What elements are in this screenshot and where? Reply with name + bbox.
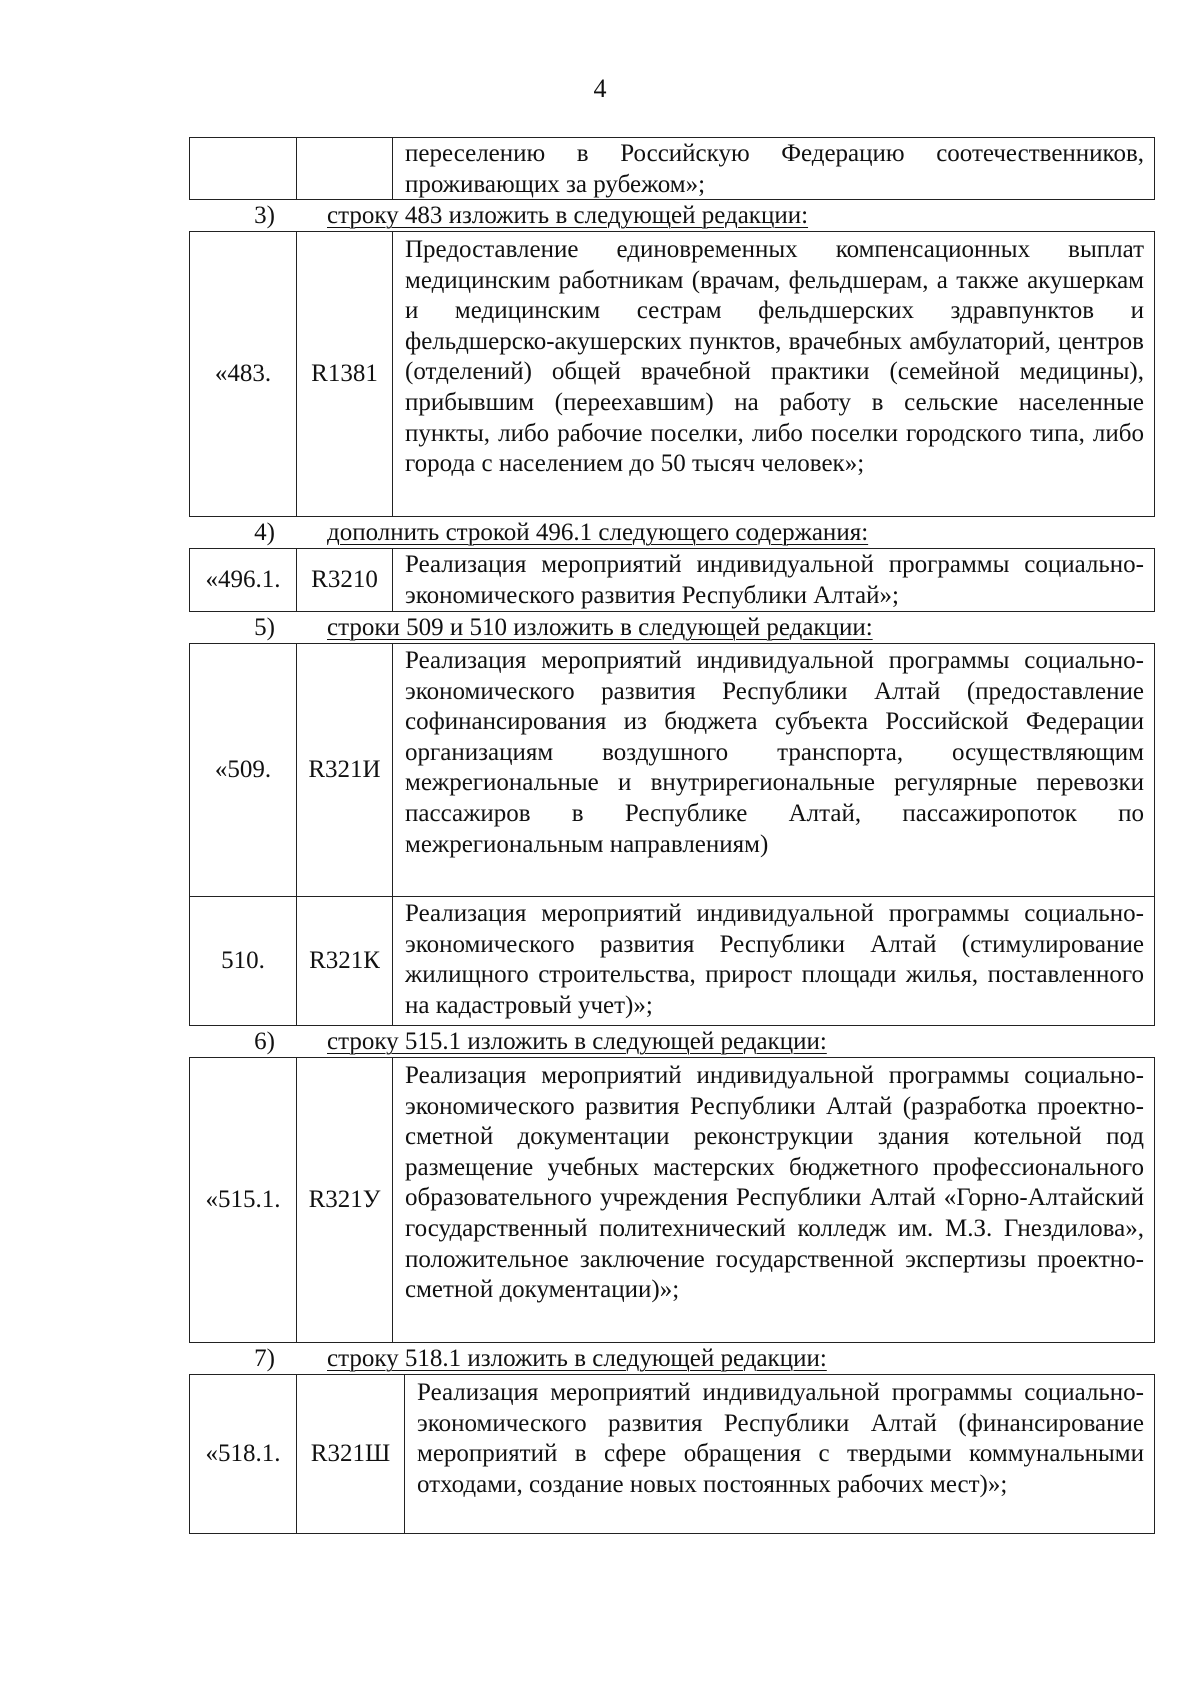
instruction-number: 4) [254, 519, 275, 546]
instruction-line [189, 613, 873, 643]
instruction-line [189, 1027, 827, 1057]
row-code-cell: R3210 [296, 549, 392, 611]
instruction-text: строку 518.1 изложить в следующей редакции: [327, 1345, 827, 1372]
instruction-line [189, 518, 868, 548]
table-row [189, 231, 1155, 517]
instruction-number: 6) [254, 1028, 275, 1055]
row-number-cell: «496.1. [205, 566, 281, 593]
instruction-line [189, 1344, 827, 1374]
row-code-cell: R1381 [296, 232, 392, 516]
row-code-cell: R321И [296, 644, 392, 896]
table-row [189, 1057, 1155, 1343]
instruction-text: дополнить строкой 496.1 следующего содержания: [327, 519, 869, 546]
table-row [189, 896, 1155, 1026]
table-row [189, 137, 1155, 200]
row-number-cell: «515.1. [205, 1186, 281, 1213]
row-description-cell: Предоставление единовременных компенсационных выплат медицинским работникам (врачам, фельдшерам, а также акушеркам и медицинским сестрам фельдшерских здравпунктов и фельдшерско-акушерских пунктов, врачебных амбулаторий, центров (отделений) общей врачебной практики (семейной медицины), прибывшим (переехавшим) на работу в сельские населенные пункты, либо рабочие поселки, либо поселки городского типа, либо города с населением до 50 тысяч человек»; [392, 232, 1154, 516]
instruction-text: строку 515.1 изложить в следующей редакции: [327, 1028, 827, 1055]
row-code-cell: R321Ш [296, 1375, 404, 1533]
row-description-cell: Реализация мероприятий индивидуальной программы социально-экономического развития Республики Алтай (разработка проектно-сметной документации реконструкции здания котельной под размещение учебных мастерских бюджетного профессионального образовательного учреждения Республики Алтай «Горно-Алтайский государственный политехнический колледж им. М.З. Гнездилова», положительное заключение государственной экспертизы проектно-сметной документации)»; [392, 1058, 1154, 1342]
row-description-cell: Реализация мероприятий индивидуальной программы социально-экономического развития Республики Алтай (стимулирование жилищного строительства, прирост площади жилья, поставленного на кадастровый учет)»; [392, 897, 1154, 1025]
row-description-cell: Реализация мероприятий индивидуальной программы социально-экономического развития Республики Алтай (предоставление софинансирования из бюджета субъекта Российской Федерации организациям воздушного транспорта, осуществляющим межрегиональные и внутрирегиональные регулярные перевозки пассажиров в Республике Алтай, пассажиропоток по межрегиональным направлениям) [392, 644, 1154, 896]
table-row [189, 1374, 1155, 1534]
row-description-cell: переселению в Российскую Федерацию соотечественников, проживающих за рубежом»; [392, 138, 1154, 199]
row-code-cell [296, 138, 392, 199]
instruction-line [189, 201, 808, 231]
instruction-text: строки 509 и 510 изложить в следующей редакции: [327, 614, 873, 641]
instruction-number: 7) [254, 1345, 275, 1372]
row-description-cell: Реализация мероприятий индивидуальной программы социально-экономического развития Республики Алтай»; [392, 549, 1154, 611]
row-number-cell [190, 138, 296, 199]
instruction-text: строку 483 изложить в следующей редакции: [327, 202, 809, 229]
row-number-cell: «483. [214, 360, 272, 387]
row-description-cell: Реализация мероприятий индивидуальной программы социально-экономического развития Республики Алтай (финансирование мероприятий в сфере обращения с твердыми коммунальными отходами, создание новых постоянных рабочих мест)»; [404, 1375, 1154, 1533]
table-row [189, 548, 1155, 612]
row-number-cell: «518.1. [205, 1440, 281, 1467]
row-number-cell: «509. [214, 756, 272, 783]
instruction-number: 5) [254, 614, 275, 641]
row-code-cell: R321К [296, 897, 392, 1025]
row-code-cell: R321У [296, 1058, 392, 1342]
row-number-cell: 510. [221, 947, 265, 974]
instruction-number: 3) [254, 202, 275, 229]
table-row [189, 643, 1155, 897]
page-number: 4 [593, 74, 607, 103]
